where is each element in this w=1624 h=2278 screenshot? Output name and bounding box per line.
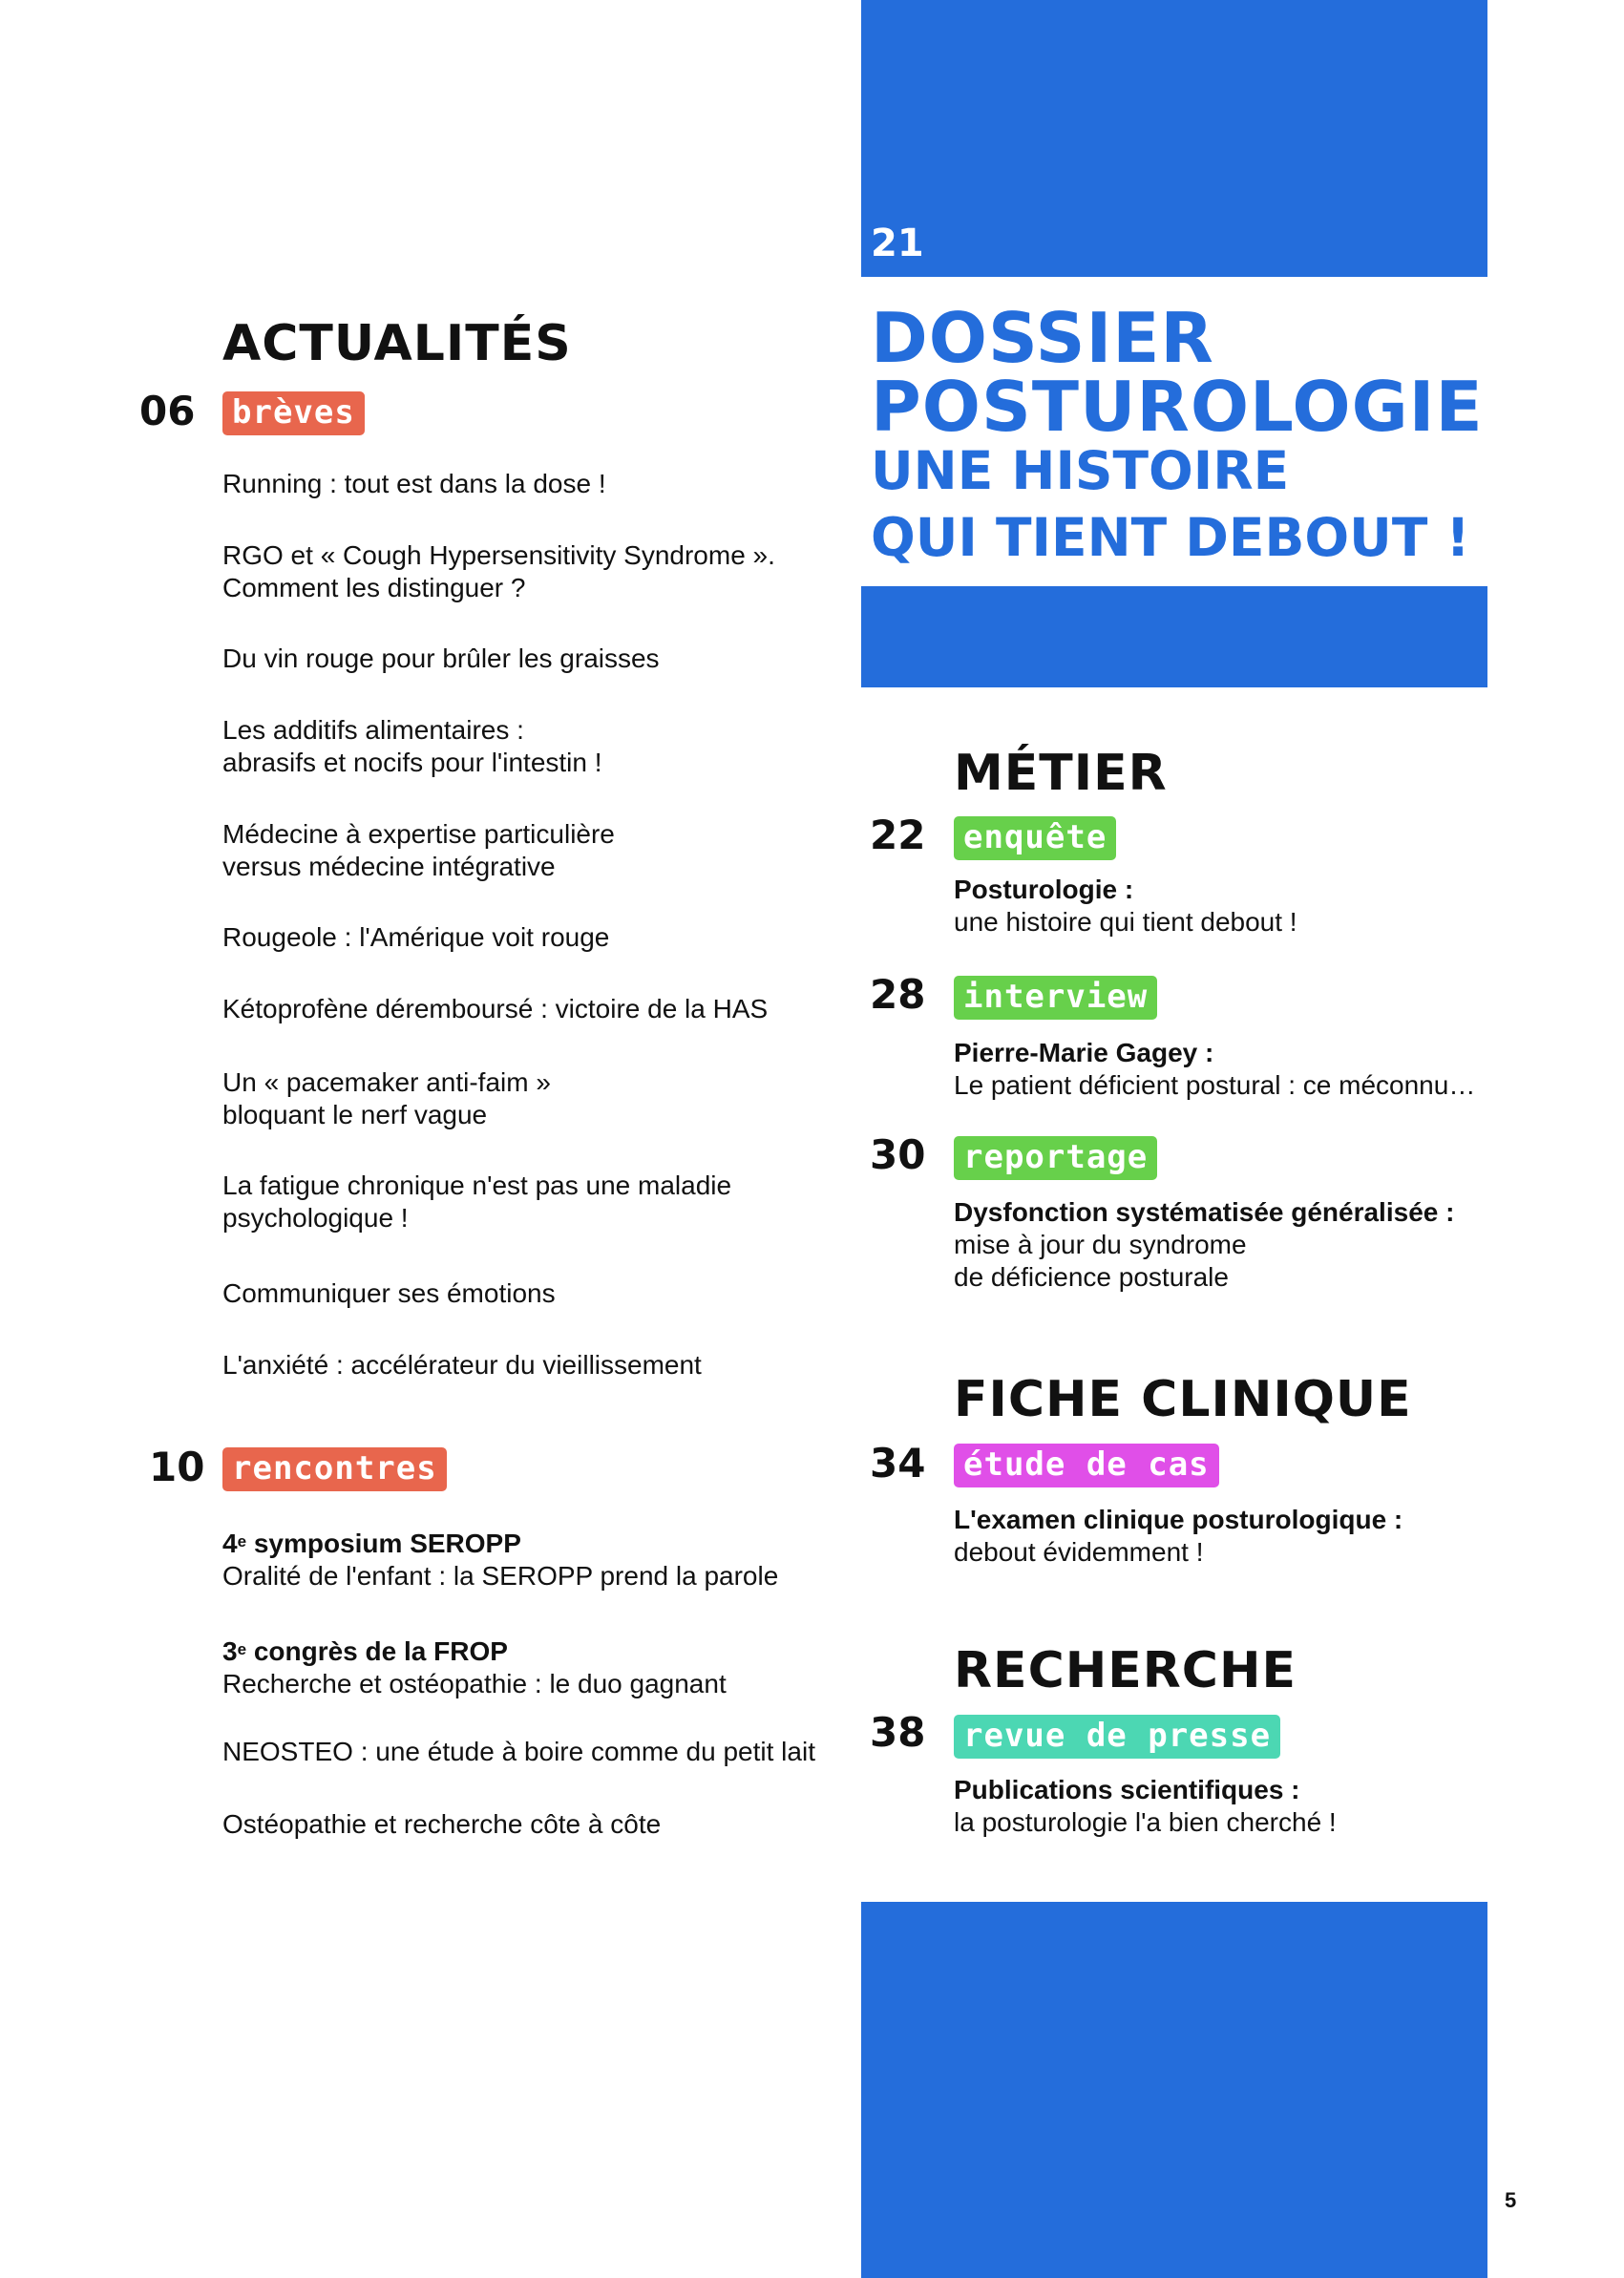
breves-item[interactable] bbox=[222, 539, 775, 604]
etude-de-cas-title: L'examen clinique posturologique : bbox=[954, 1505, 1403, 1534]
breves-item-line: Médecine à expertise particulière bbox=[222, 819, 615, 849]
congres-sup: e bbox=[237, 1640, 247, 1658]
symposium-sup: e bbox=[237, 1532, 247, 1550]
breves-item-line: Communiquer ses émotions bbox=[222, 1278, 556, 1308]
page-ref-etude-de-cas[interactable]: 34 bbox=[870, 1440, 926, 1487]
congres-num: 3 bbox=[222, 1636, 238, 1666]
page-number: 5 bbox=[1505, 2188, 1517, 2212]
dossier-subtitle-line2: QUI TIENT DEBOUT ! bbox=[871, 507, 1470, 568]
enquete-subtitle: une histoire qui tient debout ! bbox=[954, 907, 1297, 937]
interview-subtitle: Le patient déficient postural : ce méconnu… bbox=[954, 1070, 1476, 1100]
dossier-footer-block bbox=[861, 586, 1487, 687]
rencontres-item-4[interactable]: Ostéopathie et recherche côte à côte bbox=[222, 1809, 662, 1839]
dossier-subtitle-line1: UNE HISTOIRE bbox=[871, 440, 1290, 501]
breves-item-line: Du vin rouge pour brûler les graisses bbox=[222, 643, 660, 673]
breves-item[interactable] bbox=[222, 818, 615, 883]
revue-de-presse-title: Publications scientifiques : bbox=[954, 1775, 1300, 1804]
breves-item[interactable] bbox=[222, 1349, 702, 1382]
tag-etude-de-cas[interactable]: étude de cas bbox=[954, 1444, 1219, 1487]
reportage-line2: mise à jour du syndrome bbox=[954, 1230, 1247, 1259]
bottom-blue-block bbox=[861, 1902, 1487, 2278]
symposium-num: 4 bbox=[222, 1529, 238, 1558]
breves-item-line: Les additifs alimentaires : bbox=[222, 715, 524, 745]
breves-item-line: psychologique ! bbox=[222, 1203, 409, 1233]
breves-item[interactable] bbox=[222, 921, 609, 954]
breves-item[interactable] bbox=[222, 1170, 731, 1234]
section-heading-metier: MÉTIER bbox=[954, 745, 1168, 802]
page-ref-breves[interactable]: 06 bbox=[139, 388, 196, 434]
breves-item[interactable] bbox=[222, 714, 602, 779]
breves-item[interactable] bbox=[222, 993, 768, 1025]
section-heading-fiche-clinique: FICHE CLINIQUE bbox=[954, 1371, 1412, 1428]
congres-title: congrès de la FROP bbox=[246, 1636, 508, 1666]
dossier-title-line1: DOSSIER bbox=[871, 298, 1214, 378]
breves-item-line: La fatigue chronique n'est pas une maladie bbox=[222, 1171, 732, 1200]
interview-title: Pierre-Marie Gagey : bbox=[954, 1038, 1214, 1067]
congres-subtitle: Recherche et ostéopathie : le duo gagnant bbox=[222, 1669, 727, 1698]
breves-item-line: Rougeole : l'Amérique voit rouge bbox=[222, 922, 610, 952]
tag-reportage[interactable]: reportage bbox=[954, 1136, 1157, 1180]
breves-item-line: L'anxiété : accélérateur du vieillissement bbox=[222, 1350, 702, 1380]
reportage-line3: de déficience posturale bbox=[954, 1262, 1229, 1292]
page-ref-reportage[interactable]: 30 bbox=[870, 1131, 926, 1178]
rencontres-item-3[interactable]: NEOSTEO : une étude à boire comme du petit lait bbox=[222, 1737, 815, 1766]
breves-item-line: Un « pacemaker anti-faim » bbox=[222, 1067, 551, 1097]
revue-de-presse-subtitle: la posturologie l'a bien cherché ! bbox=[954, 1807, 1337, 1837]
interview-item[interactable] bbox=[954, 1037, 1475, 1102]
etude-de-cas-subtitle: debout évidemment ! bbox=[954, 1537, 1204, 1567]
tag-enquete[interactable]: enquête bbox=[954, 816, 1116, 860]
breves-item-line: abrasifs et nocifs pour l'intestin ! bbox=[222, 748, 602, 777]
etude-de-cas-item[interactable] bbox=[954, 1504, 1403, 1569]
enquete-item[interactable] bbox=[954, 874, 1297, 939]
dossier-title-line2: POSTUROLOGIE bbox=[871, 367, 1484, 447]
dossier-title[interactable] bbox=[871, 298, 1484, 575]
enquete-title: Posturologie : bbox=[954, 875, 1134, 904]
section-heading-actualites: ACTUALITÉS bbox=[222, 315, 572, 372]
section-heading-recherche: RECHERCHE bbox=[954, 1642, 1297, 1699]
tag-revue-de-presse[interactable]: revue de presse bbox=[954, 1715, 1280, 1759]
breves-item-line: RGO et « Cough Hypersensitivity Syndrome ». bbox=[222, 540, 775, 570]
breves-item-line: Running : tout est dans la dose ! bbox=[222, 469, 606, 498]
dossier-header-block bbox=[861, 0, 1487, 277]
breves-item-line: versus médecine intégrative bbox=[222, 852, 556, 881]
breves-item[interactable] bbox=[222, 643, 660, 675]
reportage-item[interactable] bbox=[954, 1196, 1454, 1294]
page-ref-interview[interactable]: 28 bbox=[870, 971, 926, 1018]
breves-item[interactable] bbox=[222, 1277, 556, 1310]
breves-item[interactable] bbox=[222, 468, 606, 500]
breves-item-line: Kétoprofène déremboursé : victoire de la HAS bbox=[222, 994, 769, 1023]
symposium-title: symposium SEROPP bbox=[246, 1529, 521, 1558]
page-ref-revue-de-presse[interactable]: 38 bbox=[870, 1709, 926, 1756]
tag-breves[interactable]: brèves bbox=[222, 391, 365, 435]
symposium-subtitle: Oralité de l'enfant : la SEROPP prend la parole bbox=[222, 1561, 779, 1591]
breves-item-line: bloquant le nerf vague bbox=[222, 1100, 488, 1129]
tag-interview[interactable]: interview bbox=[954, 976, 1157, 1020]
breves-item[interactable] bbox=[222, 1066, 551, 1131]
tag-rencontres[interactable]: rencontres bbox=[222, 1447, 447, 1491]
dossier-page-number[interactable]: 21 bbox=[871, 221, 924, 265]
rencontres-item-2[interactable] bbox=[222, 1635, 727, 1700]
reportage-title: Dysfonction systématisée généralisée : bbox=[954, 1197, 1455, 1227]
rencontres-item-1[interactable] bbox=[222, 1528, 778, 1592]
page-ref-enquete[interactable]: 22 bbox=[870, 812, 926, 858]
revue-de-presse-item[interactable] bbox=[954, 1774, 1337, 1839]
breves-item-line: Comment les distinguer ? bbox=[222, 573, 526, 602]
page-ref-rencontres[interactable]: 10 bbox=[149, 1444, 205, 1490]
